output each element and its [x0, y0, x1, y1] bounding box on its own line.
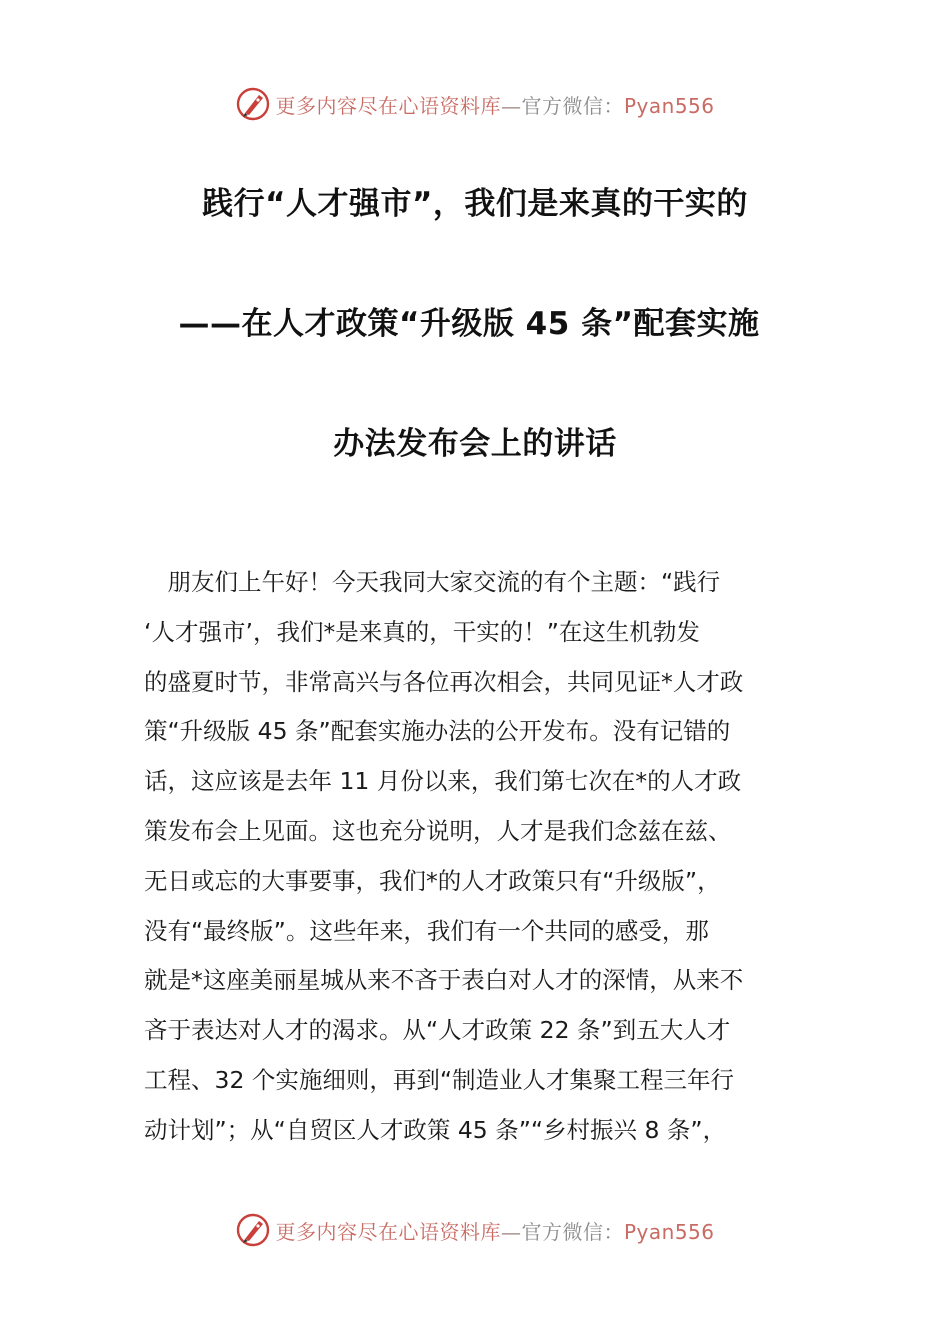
footer-banner [0, 1210, 950, 1250]
page-title-line-3: 办法发布会上的讲话 [333, 426, 617, 462]
banner-dash: — [500, 1219, 522, 1244]
body-line: 吝于表达对人才的渴求。从“人才政策 22 条”到五大人才 [144, 1016, 731, 1045]
banner-main-text: 更多内容尽在心语资料库 [275, 93, 501, 118]
banner-text [275, 90, 714, 119]
page-title-line-1: 践行“人才强市”，我们是来真的干实的 [202, 186, 748, 222]
banner-sub-text: 官方微信： [521, 1219, 624, 1244]
body-paragraph [144, 558, 834, 1156]
body-line: 工程、32 个实施细则，再到“制造业人才集聚工程三年行 [144, 1065, 735, 1094]
body-line: 话，这应该是去年 11 月份以来，我们第七次在*的人才政 [144, 767, 742, 796]
banner-sub-text: 官方微信： [521, 93, 624, 118]
body-line: 朋友们上午好！今天我同大家交流的有个主题：“践行 [144, 568, 721, 596]
pen-nib-logo-icon [235, 86, 271, 122]
body-line: 就是*这座美丽星城从来不吝于表白对人才的深情，从来不 [144, 966, 744, 995]
body-line: 策“升级版 45 条”配套实施办法的公开发布。没有记错的 [144, 717, 731, 746]
banner-main-text: 更多内容尽在心语资料库 [275, 1219, 501, 1244]
banner-dash: — [500, 93, 522, 118]
header-banner [0, 84, 950, 124]
pen-nib-logo-icon [235, 1212, 271, 1248]
body-line: 无日或忘的大事要事，我们*的人才政策只有“升级版”， [144, 866, 721, 895]
body-line: 没有“最终版”。这些年来，我们有一个共同的感受，那 [144, 916, 709, 945]
body-line: ‘人才强市’，我们*是来真的，干实的！”在这生机勃发 [144, 617, 700, 646]
body-line: 的盛夏时节，非常高兴与各位再次相会，共同见证*人才政 [144, 667, 744, 696]
page-title-line-2: ——在人才政策“升级版 45 条”配套实施 [178, 306, 760, 342]
banner-wechat-id: Pyan556 [623, 1219, 715, 1244]
body-line: 动计划”；从“自贸区人才政策 45 条”“乡村振兴 8 条”， [144, 1115, 727, 1144]
banner-wechat-id: Pyan556 [623, 93, 715, 118]
body-line: 策发布会上见面。这也充分说明，人才是我们念兹在兹、 [144, 816, 732, 845]
banner-text [275, 1216, 714, 1245]
